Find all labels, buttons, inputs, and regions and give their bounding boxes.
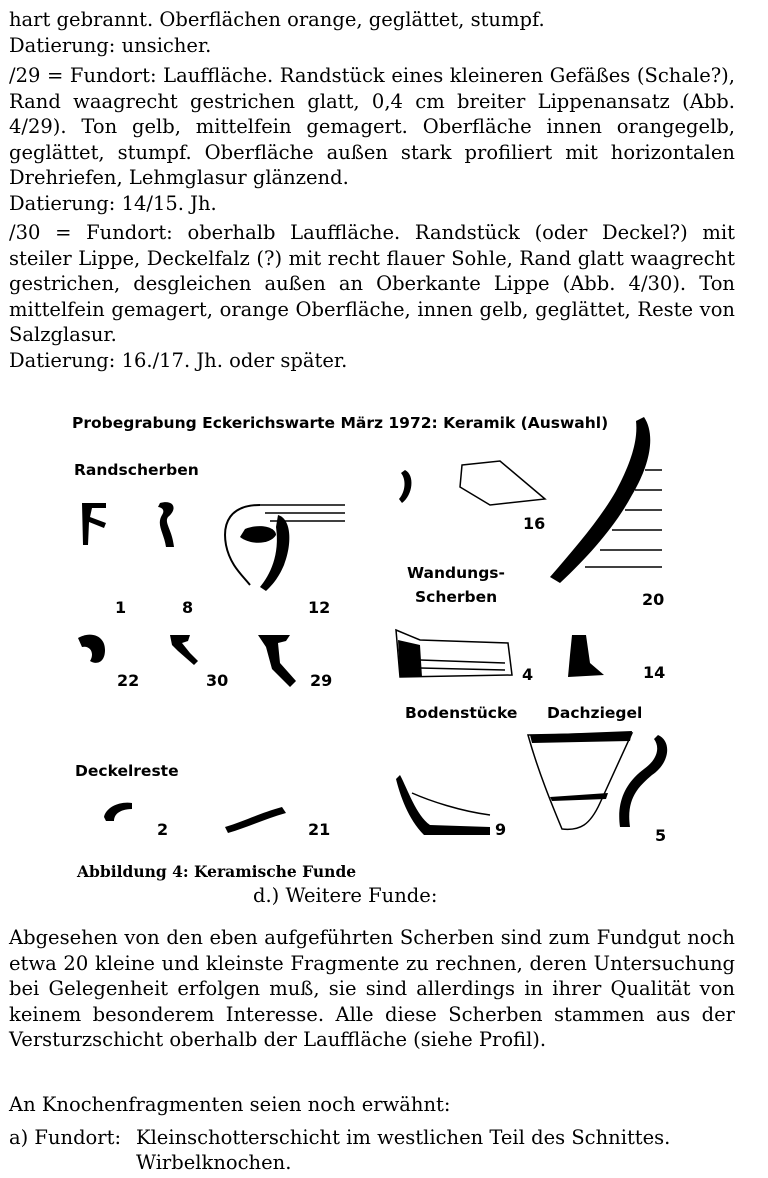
sherd-number: 14 <box>643 663 666 682</box>
section-d-paragraph <box>9 925 735 1053</box>
sherd-8 <box>158 502 174 547</box>
item-a-label: a) Fundort: <box>9 1126 122 1149</box>
sherd-number: 21 <box>308 820 331 839</box>
label-deckelreste: Deckelreste <box>75 762 179 780</box>
sherd-4 <box>396 630 512 677</box>
entry-30 <box>9 220 735 373</box>
sherd-14 <box>568 635 604 677</box>
sherd-number: 8 <box>182 598 194 617</box>
sherd-number: 9 <box>495 820 507 839</box>
sherd-number: 12 <box>308 598 331 617</box>
sherd-number: 2 <box>157 820 169 839</box>
sherd-5 <box>528 731 667 829</box>
sherd-16 <box>399 461 545 505</box>
figure-title: Probegrabung Eckerichswarte März 1972: Keramik (Auswahl) <box>72 414 609 432</box>
sherd-9 <box>396 775 490 835</box>
entry-29-dating: Datierung: 14/15. Jh. <box>9 191 217 215</box>
label-bodenstuecke: Bodenstücke <box>405 704 518 722</box>
sherd-30 <box>170 635 198 665</box>
item-a-sub: Wirbelknochen. <box>136 1151 292 1174</box>
label-wandungs-1: Wandungs- <box>407 564 505 582</box>
label-wandungs-2: Scherben <box>415 588 498 606</box>
sherd-number: 16 <box>523 514 546 533</box>
sherd-12 <box>225 505 345 591</box>
sherd-2 <box>104 803 132 821</box>
top-paragraph <box>9 7 735 58</box>
section-heading: d.) Weitere Funde: <box>253 884 438 907</box>
item-a-text: Kleinschotterschicht im westlichen Teil des Schnittes. <box>136 1126 671 1149</box>
sherd-1 <box>82 503 106 545</box>
entry-30-text: /30 = Fundort: oberhalb Lauffläche. Randstück (oder Deckel?) mit steiler Lippe, Deckelfalz (?) mit recht flauer Sohle, Rand glatt waagrecht gestrichen, desgleichen außen an Oberkante Lippe (Abb. 4/30). Ton mittelfein gemagert, orange Oberfläche, innen gelb, geglättet, Reste von Salzglasur. <box>9 221 735 346</box>
sherd-number: 5 <box>655 826 667 845</box>
ceramics-figure <box>60 395 680 855</box>
dating-line: Datierung: unsicher. <box>9 33 212 57</box>
sherd-number: 1 <box>115 598 127 617</box>
entry-29 <box>9 63 735 216</box>
sherd-number: 4 <box>522 665 534 684</box>
text-line: hart gebrannt. Oberflächen orange, geglättet, stumpf. <box>9 8 545 31</box>
sherd-20 <box>550 417 662 583</box>
sherd-number: 30 <box>206 671 229 690</box>
sherd-number: 29 <box>310 671 333 690</box>
label-dachziegel: Dachziegel <box>547 704 643 722</box>
entry-30-dating: Datierung: 16./17. Jh. oder später. <box>9 348 348 372</box>
sherd-number: 22 <box>117 671 140 690</box>
section-d-text: Abgesehen von den eben aufgeführten Scherben sind zum Fundgut noch etwa 20 kleine und kleinste Fragmente zu rechnen, deren Untersuchung bei Gelegenheit erfolgen muß, sie sind allerdings in ihrer Qualität von keinem besonderem Interesse. Alle diese Scherben stammen aus der Versturzschicht oberhalb der Lauffläche (siehe Profil). <box>9 926 735 1051</box>
label-randscherben: Randscherben <box>74 461 199 479</box>
sherd-number: 20 <box>642 590 665 609</box>
sherd-21 <box>225 807 286 833</box>
sherd-29 <box>258 635 296 687</box>
entry-29-text: /29 = Fundort: Lauffläche. Randstück eines kleineren Gefäßes (Schale?), Rand waagrecht gestrichen glatt, 0,4 cm breiter Lippenansatz (Abb. 4/29). Ton gelb, mittelfein gemagert. Oberfläche innen orangegelb, geglättet, stumpf. Oberfläche außen stark profiliert mit horizontalen Drehriefen, Lehmglasur glänzend. <box>9 64 735 189</box>
sherd-22 <box>78 635 105 663</box>
figure-caption: Abbildung 4: Keramische Funde <box>77 862 357 881</box>
bones-intro: An Knochenfragmenten seien noch erwähnt: <box>9 1093 451 1116</box>
